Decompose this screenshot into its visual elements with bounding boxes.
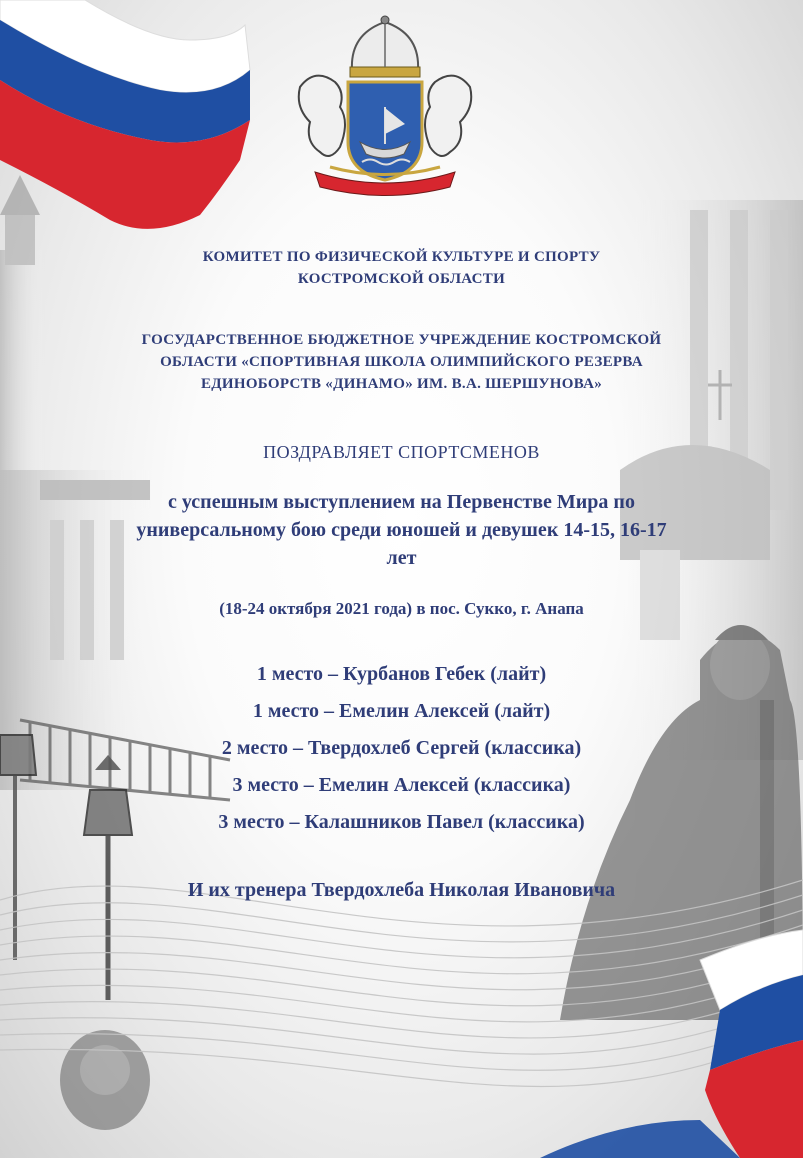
lion-statue bbox=[60, 1030, 150, 1130]
institution-line-3: ЕДИНОБОРСТВ «ДИНАМО» ИМ. В.А. ШЕРШУНОВА» bbox=[200, 376, 603, 392]
committee-line-1: КОМИТЕТ ПО ФИЗИЧЕСКОЙ КУЛЬТУРЕ И СПОРТУ bbox=[202, 249, 601, 265]
success-line-3: лет bbox=[386, 547, 417, 569]
congrats-heading: ПОЗДРАВЛЯЕТ СПОРТСМЕНОВ bbox=[263, 442, 540, 462]
kostroma-coat-of-arms-icon bbox=[290, 12, 480, 197]
institution-heading bbox=[60, 329, 743, 395]
success-paragraph bbox=[80, 488, 723, 572]
institution-line-1: ГОСУДАРСТВЕННОЕ БЮДЖЕТНОЕ УЧРЕЖДЕНИЕ КОСТРОМСКОЙ bbox=[141, 332, 662, 348]
success-line-1: с успешным выступлением на Первенстве Мира по bbox=[168, 491, 635, 513]
event-date-location: (18-24 октября 2021 года) в пос. Сукко, г. Анапа bbox=[219, 599, 584, 618]
institution-line-2: ОБЛАСТИ «СПОРТИВНАЯ ШКОЛА ОЛИМПИЙСКОГО РЕЗЕРВА bbox=[160, 354, 643, 370]
place-row: 2 место – Твердохлеб Сергей (классика) bbox=[221, 737, 582, 759]
place-row: 1 место – Емелин Алексей (лайт) bbox=[252, 700, 551, 722]
russian-flag-ribbon-icon bbox=[0, 0, 250, 229]
place-row: 1 место – Курбанов Гебек (лайт) bbox=[256, 663, 547, 685]
success-line-2: универсальному бою среди юношей и девушек 14-15, 16-17 bbox=[136, 519, 667, 541]
committee-heading bbox=[60, 246, 743, 290]
coach-line: И их тренера Твердохлеба Николая Ивановича bbox=[187, 879, 616, 901]
place-row: 3 место – Емелин Алексей (классика) bbox=[232, 774, 571, 796]
committee-line-2: КОСТРОМСКОЙ ОБЛАСТИ bbox=[297, 271, 506, 287]
places-list bbox=[60, 656, 743, 841]
place-row: 3 место – Калашников Павел (классика) bbox=[218, 811, 585, 833]
